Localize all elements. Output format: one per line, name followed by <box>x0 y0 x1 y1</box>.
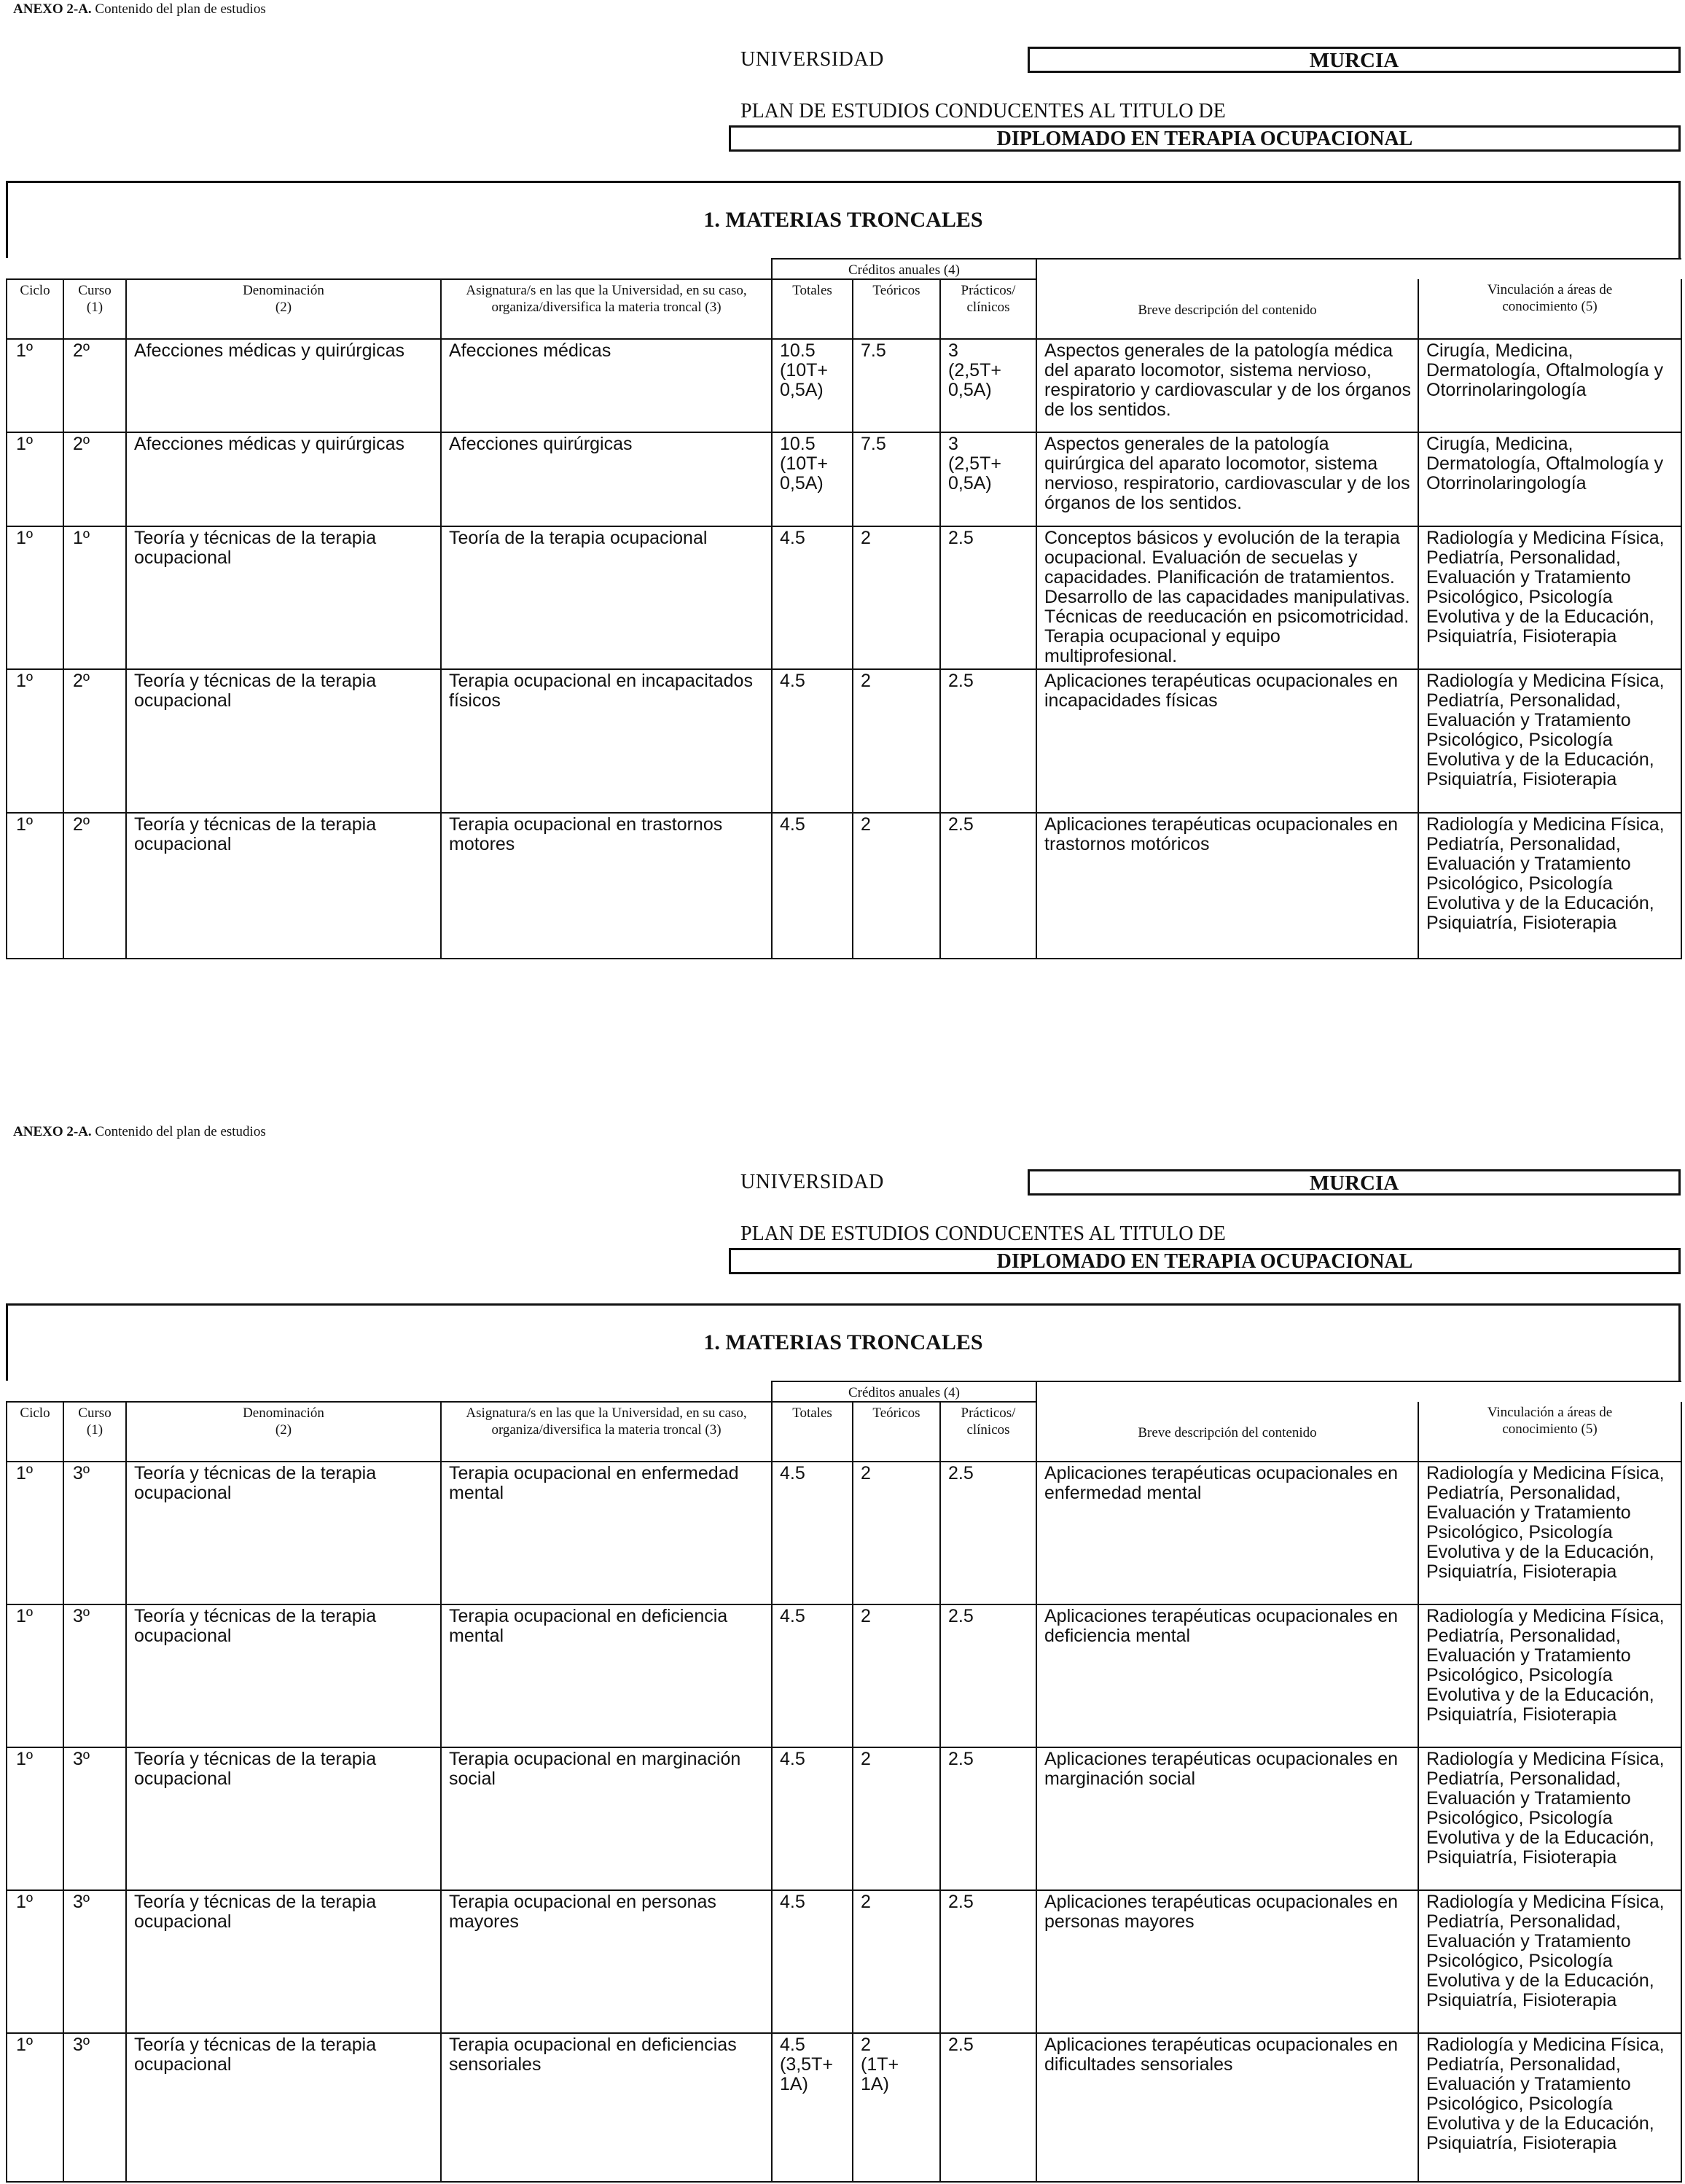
cell-vinculacion: Cirugía, Medicina, Dermatología, Oftalmología y Otorrinolaringología <box>1418 339 1681 432</box>
cell-denominacion: Afecciones médicas y quirúrgicas <box>126 339 441 432</box>
header-creditos: Créditos anuales (4) <box>772 1381 1036 1402</box>
cell-practicos: 2.5 <box>940 1462 1036 1604</box>
cell-practicos: 2.5 <box>940 1747 1036 1890</box>
header-spacer-right <box>1036 259 1681 279</box>
cell-curso: 1º <box>63 526 126 669</box>
cell-practicos: 2.5 <box>940 1604 1036 1747</box>
header-creditos: Créditos anuales (4) <box>772 259 1036 279</box>
cell-denominacion: Teoría y técnicas de la terapia ocupacional <box>126 813 441 959</box>
cell-teoricos: 7.5 <box>853 432 940 526</box>
cell-ciclo: 1º <box>7 813 63 959</box>
cell-totales: 4.5 <box>772 1604 853 1747</box>
cell-denominacion: Teoría y técnicas de la terapia ocupacional <box>126 1462 441 1604</box>
header-ciclo: Ciclo <box>7 1402 63 1462</box>
table-body <box>7 339 1681 959</box>
header-totales: Totales <box>772 1402 853 1462</box>
table-row <box>7 2033 1681 2182</box>
cell-asignatura: Terapia ocupacional en trastornos motores <box>441 813 772 959</box>
section-title: 1. MATERIAS TRONCALES <box>703 1330 983 1354</box>
annex-number: ANEXO 2-A. <box>13 1124 92 1139</box>
cell-vinculacion: Radiología y Medicina Física, Pediatría, Personalidad, Evaluación y Tratamiento Psicológico, Psicología Evolutiva y de la Educación, Psiquiatría, Fisioterapia <box>1418 669 1681 813</box>
cell-asignatura: Afecciones médicas <box>441 339 772 432</box>
cell-descripcion: Aplicaciones terapéuticas ocupacionales en incapacidades físicas <box>1036 669 1418 813</box>
cell-descripcion: Aplicaciones terapéuticas ocupacionales en dificultades sensoriales <box>1036 2033 1418 2182</box>
header-denominacion: Denominación (2) <box>126 1402 441 1462</box>
cell-descripcion: Aplicaciones terapéuticas ocupacionales en deficiencia mental <box>1036 1604 1418 1747</box>
plan-label: PLAN DE ESTUDIOS CONDUCENTES AL TITULO DE <box>740 1222 1226 1245</box>
cell-descripcion: Conceptos básicos y evolución de la terapia ocupacional. Evaluación de secuelas y capacidades. Planificación de tratamientos. Desarrollo de las capacidades manipulativas. Técnicas de reeducación en psicomotricidad. Terapia ocupacional y equipo multiprofesional. <box>1036 526 1418 669</box>
cell-ciclo: 1º <box>7 432 63 526</box>
cell-descripcion: Aplicaciones terapéuticas ocupacionales en personas mayores <box>1036 1890 1418 2033</box>
subjects-table <box>6 258 1682 959</box>
cell-teoricos: 2 <box>853 526 940 669</box>
document-page-1 <box>0 0 1685 970</box>
cell-asignatura: Terapia ocupacional en enfermedad mental <box>441 1462 772 1604</box>
table-row <box>7 1747 1681 1890</box>
header-curso: Curso (1) <box>63 279 126 339</box>
header-descripcion <box>1036 1402 1418 1462</box>
header-ciclo: Ciclo <box>7 279 63 339</box>
cell-practicos: 2.5 <box>940 2033 1036 2182</box>
annex-heading <box>13 1124 266 1140</box>
cell-asignatura: Terapia ocupacional en marginación social <box>441 1747 772 1890</box>
cell-vinculacion: Radiología y Medicina Física, Pediatría, Personalidad, Evaluación y Tratamiento Psicológico, Psicología Evolutiva y de la Educación, Psiquiatría, Fisioterapia <box>1418 1890 1681 2033</box>
cell-totales: 4.5 <box>772 813 853 959</box>
cell-practicos: 2.5 <box>940 669 1036 813</box>
cell-descripcion: Aplicaciones terapéuticas ocupacionales en enfermedad mental <box>1036 1462 1418 1604</box>
cell-curso: 3º <box>63 1462 126 1604</box>
cell-ciclo: 1º <box>7 526 63 669</box>
cell-asignatura: Terapia ocupacional en personas mayores <box>441 1890 772 2033</box>
university-value-box: MURCIA <box>1028 47 1681 73</box>
university-label: UNIVERSIDAD <box>740 1171 884 1193</box>
cell-denominacion: Teoría y técnicas de la terapia ocupacional <box>126 526 441 669</box>
cell-totales: 4.5 <box>772 669 853 813</box>
cell-totales: 4.5 <box>772 1747 853 1890</box>
cell-denominacion: Afecciones médicas y quirúrgicas <box>126 432 441 526</box>
header-asignaturas: Asignatura/s en las que la Universidad, en su caso, organiza/diversifica la materia troncal (3) <box>441 1402 772 1462</box>
header-practicos: Prácticos/ clínicos <box>940 1402 1036 1462</box>
cell-vinculacion: Radiología y Medicina Física, Pediatría, Personalidad, Evaluación y Tratamiento Psicológico, Psicología Evolutiva y de la Educación, Psiquiatría, Fisioterapia <box>1418 1604 1681 1747</box>
header-vinculacion: Vinculación a áreas de conocimiento (5) <box>1418 279 1681 339</box>
cell-vinculacion: Radiología y Medicina Física, Pediatría, Personalidad, Evaluación y Tratamiento Psicológico, Psicología Evolutiva y de la Educación, Psiquiatría, Fisioterapia <box>1418 813 1681 959</box>
cell-denominacion: Teoría y técnicas de la terapia ocupacional <box>126 2033 441 2182</box>
table-row <box>7 432 1681 526</box>
cell-practicos: 3 (2,5T+ 0,5A) <box>940 432 1036 526</box>
document-page-2 <box>0 1123 1685 2184</box>
cell-denominacion: Teoría y técnicas de la terapia ocupacional <box>126 669 441 813</box>
header-spacer <box>7 259 772 279</box>
cell-vinculacion: Cirugía, Medicina, Dermatología, Oftalmología y Otorrinolaringología <box>1418 432 1681 526</box>
table-row <box>7 1462 1681 1604</box>
cell-ciclo: 1º <box>7 1747 63 1890</box>
cell-curso: 3º <box>63 1604 126 1747</box>
cell-teoricos: 2 <box>853 1747 940 1890</box>
cell-vinculacion: Radiología y Medicina Física, Pediatría, Personalidad, Evaluación y Tratamiento Psicológico, Psicología Evolutiva y de la Educación, Psiquiatría, Fisioterapia <box>1418 1462 1681 1604</box>
header-spacer <box>7 1381 772 1402</box>
cell-asignatura: Terapia ocupacional en incapacitados físicos <box>441 669 772 813</box>
table-row <box>7 526 1681 669</box>
header-vinculacion: Vinculación a áreas de conocimiento (5) <box>1418 1402 1681 1462</box>
table-row <box>7 1604 1681 1747</box>
university-value-box: MURCIA <box>1028 1169 1681 1196</box>
table-row <box>7 339 1681 432</box>
cell-descripcion: Aplicaciones terapéuticas ocupacionales en trastornos motóricos <box>1036 813 1418 959</box>
header-denominacion: Denominación (2) <box>126 279 441 339</box>
cell-vinculacion: Radiología y Medicina Física, Pediatría, Personalidad, Evaluación y Tratamiento Psicológico, Psicología Evolutiva y de la Educación, Psiquiatría, Fisioterapia <box>1418 2033 1681 2182</box>
annex-heading <box>13 1 266 17</box>
university-label: UNIVERSIDAD <box>740 48 884 71</box>
cell-totales: 4.5 (3,5T+ 1A) <box>772 2033 853 2182</box>
degree-title-box: DIPLOMADO EN TERAPIA OCUPACIONAL <box>729 1248 1681 1274</box>
cell-descripcion: Aspectos generales de la patología quirúrgica del aparato locomotor, sistema nervioso, respiratorio, cardiovascular y de los órganos de los sentidos. <box>1036 432 1418 526</box>
cell-asignatura: Afecciones quirúrgicas <box>441 432 772 526</box>
cell-denominacion: Teoría y técnicas de la terapia ocupacional <box>126 1890 441 2033</box>
cell-practicos: 2.5 <box>940 526 1036 669</box>
subjects-table <box>6 1381 1682 2183</box>
header-teoricos: Teóricos <box>853 279 940 339</box>
cell-descripcion: Aplicaciones terapéuticas ocupacionales en marginación social <box>1036 1747 1418 1890</box>
cell-denominacion: Teoría y técnicas de la terapia ocupacional <box>126 1747 441 1890</box>
cell-teoricos: 2 <box>853 1890 940 2033</box>
cell-curso: 3º <box>63 1890 126 2033</box>
cell-totales: 4.5 <box>772 1890 853 2033</box>
cell-totales: 10.5 (10T+ 0,5A) <box>772 432 853 526</box>
cell-asignatura: Teoría de la terapia ocupacional <box>441 526 772 669</box>
table-row <box>7 1890 1681 2033</box>
cell-curso: 2º <box>63 669 126 813</box>
annex-caption: Contenido del plan de estudios <box>91 1124 266 1139</box>
cell-curso: 2º <box>63 339 126 432</box>
plan-label: PLAN DE ESTUDIOS CONDUCENTES AL TITULO DE <box>740 100 1226 122</box>
cell-teoricos: 2 (1T+ 1A) <box>853 2033 940 2182</box>
annex-caption: Contenido del plan de estudios <box>91 1 266 17</box>
cell-teoricos: 2 <box>853 1462 940 1604</box>
header-curso: Curso (1) <box>63 1402 126 1462</box>
header-asignaturas: Asignatura/s en las que la Universidad, en su caso, organiza/diversifica la materia troncal (3) <box>441 279 772 339</box>
cell-practicos: 2.5 <box>940 813 1036 959</box>
header-descripcion <box>1036 279 1418 339</box>
cell-descripcion: Aspectos generales de la patología médica del aparato locomotor, sistema nervioso, respiratorio y cardiovascular y de los órganos de los sentidos. <box>1036 339 1418 432</box>
cell-ciclo: 1º <box>7 1604 63 1747</box>
cell-totales: 10.5 (10T+ 0,5A) <box>772 339 853 432</box>
cell-ciclo: 1º <box>7 1890 63 2033</box>
cell-vinculacion: Radiología y Medicina Física, Pediatría, Personalidad, Evaluación y Tratamiento Psicológico, Psicología Evolutiva y de la Educación, Psiquiatría, Fisioterapia <box>1418 526 1681 669</box>
cell-asignatura: Terapia ocupacional en deficiencia mental <box>441 1604 772 1747</box>
header-teoricos: Teóricos <box>853 1402 940 1462</box>
cell-vinculacion: Radiología y Medicina Física, Pediatría, Personalidad, Evaluación y Tratamiento Psicológico, Psicología Evolutiva y de la Educación, Psiquiatría, Fisioterapia <box>1418 1747 1681 1890</box>
cell-ciclo: 1º <box>7 669 63 813</box>
cell-practicos: 2.5 <box>940 1890 1036 2033</box>
section-frame <box>6 1303 1681 1381</box>
section-frame <box>6 181 1681 258</box>
header-descripcion-label: Breve descripción del contenido <box>1138 1424 1317 1440</box>
cell-teoricos: 2 <box>853 669 940 813</box>
header-totales: Totales <box>772 279 853 339</box>
cell-totales: 4.5 <box>772 526 853 669</box>
cell-denominacion: Teoría y técnicas de la terapia ocupacional <box>126 1604 441 1747</box>
header-descripcion-label: Breve descripción del contenido <box>1138 302 1317 318</box>
cell-practicos: 3 (2,5T+ 0,5A) <box>940 339 1036 432</box>
cell-curso: 2º <box>63 813 126 959</box>
header-spacer-right <box>1036 1381 1681 1402</box>
cell-ciclo: 1º <box>7 2033 63 2182</box>
table-row <box>7 669 1681 813</box>
cell-teoricos: 2 <box>853 1604 940 1747</box>
cell-teoricos: 2 <box>853 813 940 959</box>
table-body <box>7 1462 1681 2182</box>
cell-ciclo: 1º <box>7 1462 63 1604</box>
cell-curso: 2º <box>63 432 126 526</box>
cell-totales: 4.5 <box>772 1462 853 1604</box>
cell-curso: 3º <box>63 2033 126 2182</box>
degree-title-box: DIPLOMADO EN TERAPIA OCUPACIONAL <box>729 125 1681 152</box>
cell-teoricos: 7.5 <box>853 339 940 432</box>
cell-curso: 3º <box>63 1747 126 1890</box>
table-row <box>7 813 1681 959</box>
cell-ciclo: 1º <box>7 339 63 432</box>
cell-asignatura: Terapia ocupacional en deficiencias sensoriales <box>441 2033 772 2182</box>
header-practicos: Prácticos/ clínicos <box>940 279 1036 339</box>
section-title: 1. MATERIAS TRONCALES <box>703 208 983 232</box>
annex-number: ANEXO 2-A. <box>13 1 92 17</box>
